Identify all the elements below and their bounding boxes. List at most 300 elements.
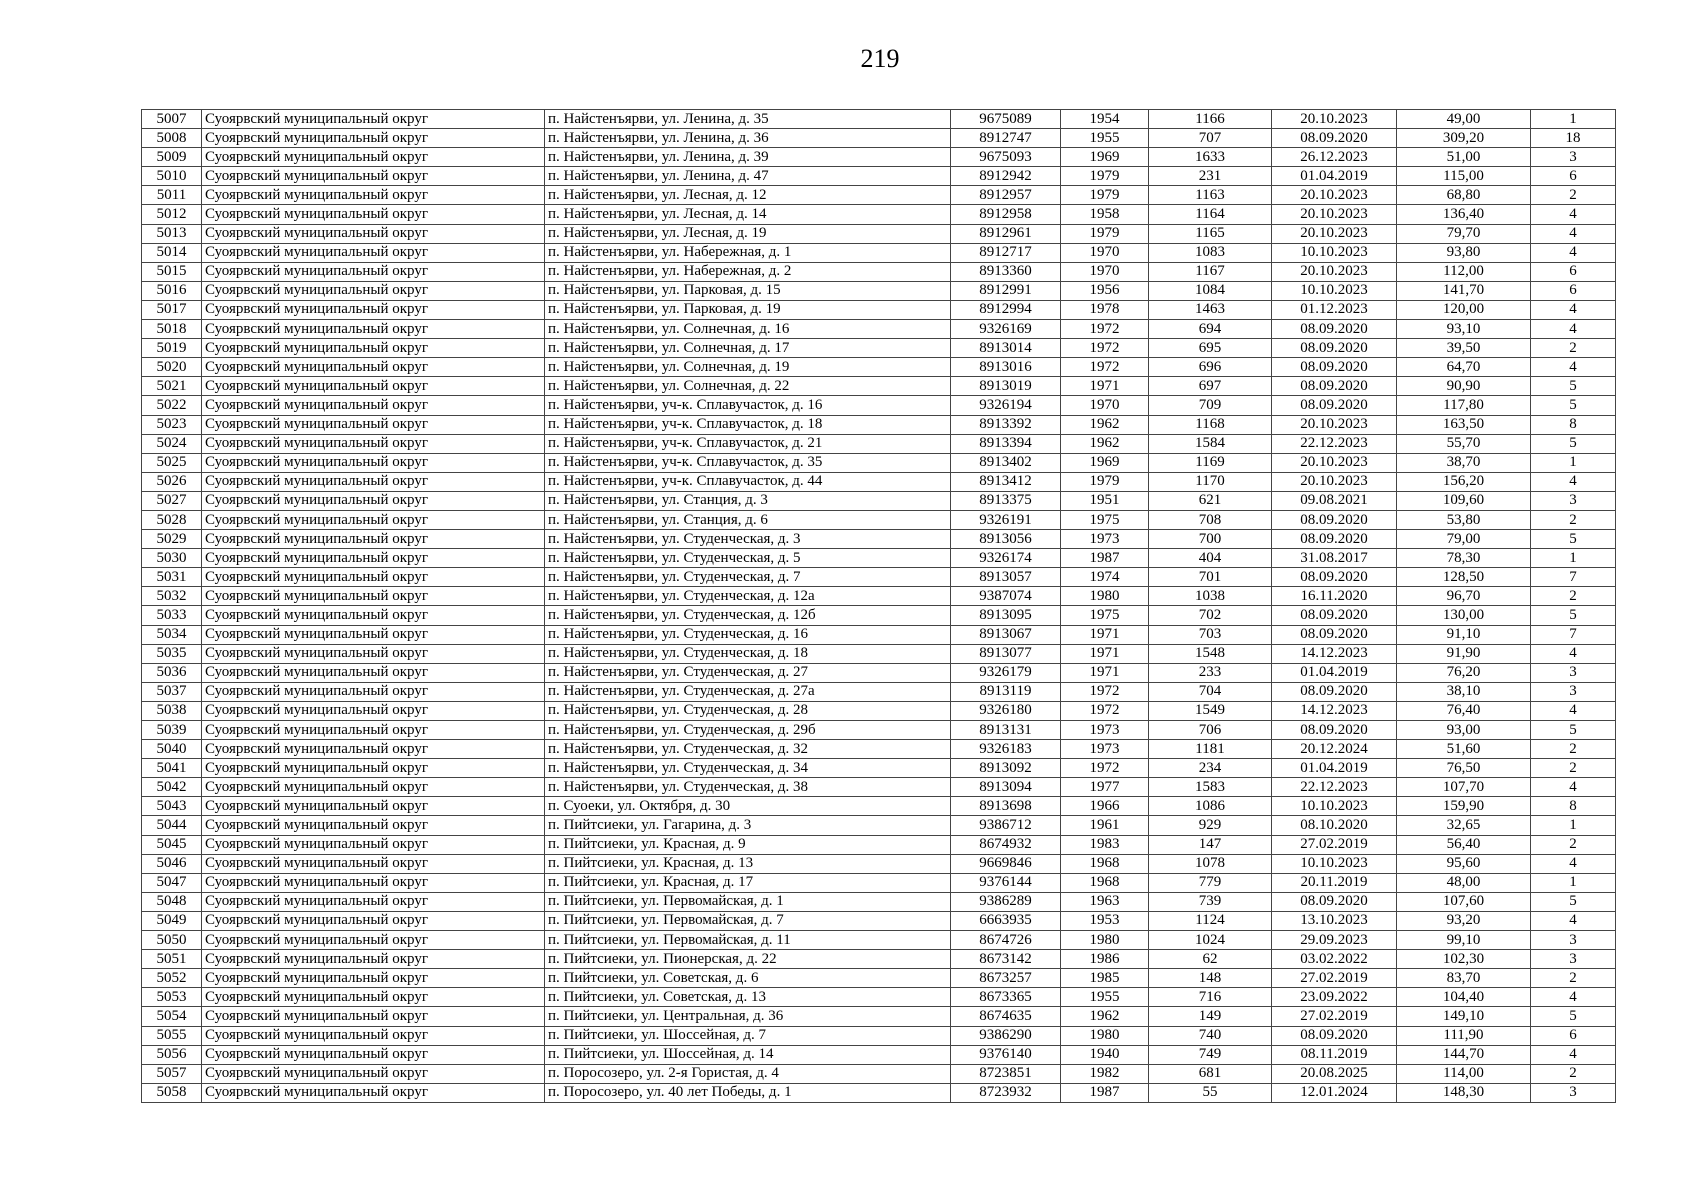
area-cell: 91,10 xyxy=(1397,625,1531,644)
building-id-cell: 8912994 xyxy=(951,300,1061,319)
district-cell: Суоярвский муниципальный округ xyxy=(202,110,545,129)
count-cell: 2 xyxy=(1531,510,1616,529)
date-cell: 01.04.2019 xyxy=(1272,167,1397,186)
building-id-cell: 8913131 xyxy=(951,721,1061,740)
address-cell: п. Найстенъярви, ул. Ленина, д. 35 xyxy=(545,110,951,129)
building-id-cell: 9387074 xyxy=(951,587,1061,606)
building-id-cell: 8913392 xyxy=(951,415,1061,434)
area-cell: 64,70 xyxy=(1397,358,1531,377)
building-id-cell: 8674635 xyxy=(951,1007,1061,1026)
row-number: 5024 xyxy=(142,434,202,453)
date-cell: 08.09.2020 xyxy=(1272,1026,1397,1045)
count-cell: 4 xyxy=(1531,644,1616,663)
date-cell: 20.10.2023 xyxy=(1272,472,1397,491)
address-cell: п. Найстенъярви, ул. Студенческая, д. 27 xyxy=(545,663,951,682)
district-cell: Суоярвский муниципальный округ xyxy=(202,854,545,873)
district-cell: Суоярвский муниципальный округ xyxy=(202,300,545,319)
area-cell: 51,60 xyxy=(1397,740,1531,759)
table-row xyxy=(142,911,1616,930)
date-cell: 22.12.2023 xyxy=(1272,778,1397,797)
district-cell: Суоярвский муниципальный округ xyxy=(202,835,545,854)
record-number-cell: 1181 xyxy=(1149,740,1272,759)
area-cell: 38,70 xyxy=(1397,453,1531,472)
date-cell: 27.02.2019 xyxy=(1272,969,1397,988)
date-cell: 20.11.2019 xyxy=(1272,873,1397,892)
count-cell: 4 xyxy=(1531,243,1616,262)
count-cell: 3 xyxy=(1531,931,1616,950)
building-id-cell: 9376144 xyxy=(951,873,1061,892)
count-cell: 4 xyxy=(1531,472,1616,491)
year-built-cell: 1968 xyxy=(1061,854,1149,873)
record-number-cell: 621 xyxy=(1149,491,1272,510)
district-cell: Суоярвский муниципальный округ xyxy=(202,1045,545,1064)
table-row xyxy=(142,243,1616,262)
year-built-cell: 1953 xyxy=(1061,911,1149,930)
row-number: 5048 xyxy=(142,892,202,911)
record-number-cell: 1169 xyxy=(1149,453,1272,472)
year-built-cell: 1980 xyxy=(1061,1026,1149,1045)
record-number-cell: 695 xyxy=(1149,339,1272,358)
area-cell: 104,40 xyxy=(1397,988,1531,1007)
row-number: 5007 xyxy=(142,110,202,129)
table-row xyxy=(142,377,1616,396)
address-cell: п. Найстенъярви, ул. Студенческая, д. 27а xyxy=(545,682,951,701)
row-number: 5029 xyxy=(142,530,202,549)
district-cell: Суоярвский муниципальный округ xyxy=(202,740,545,759)
area-cell: 136,40 xyxy=(1397,205,1531,224)
building-id-cell: 8674932 xyxy=(951,835,1061,854)
address-cell: п. Найстенъярви, ул. Солнечная, д. 19 xyxy=(545,358,951,377)
building-id-cell: 8913698 xyxy=(951,797,1061,816)
building-id-cell: 9326169 xyxy=(951,320,1061,339)
page-number: 219 xyxy=(860,44,900,73)
building-id-cell: 8673365 xyxy=(951,988,1061,1007)
district-cell: Суоярвский муниципальный округ xyxy=(202,453,545,472)
date-cell: 10.10.2023 xyxy=(1272,243,1397,262)
record-number-cell: 697 xyxy=(1149,377,1272,396)
year-built-cell: 1969 xyxy=(1061,453,1149,472)
table-body xyxy=(142,110,1616,1103)
building-id-cell: 8912961 xyxy=(951,224,1061,243)
building-id-cell: 8913056 xyxy=(951,530,1061,549)
area-cell: 144,70 xyxy=(1397,1045,1531,1064)
year-built-cell: 1970 xyxy=(1061,243,1149,262)
record-number-cell: 681 xyxy=(1149,1064,1272,1083)
count-cell: 1 xyxy=(1531,873,1616,892)
building-id-cell: 9326194 xyxy=(951,396,1061,415)
table-row xyxy=(142,854,1616,873)
record-number-cell: 1633 xyxy=(1149,148,1272,167)
row-number: 5054 xyxy=(142,1007,202,1026)
address-cell: п. Найстенъярви, ул. Студенческая, д. 38 xyxy=(545,778,951,797)
district-cell: Суоярвский муниципальный округ xyxy=(202,434,545,453)
address-cell: п. Найстенъярви, ул. Студенческая, д. 29б xyxy=(545,721,951,740)
table-row xyxy=(142,568,1616,587)
building-id-cell: 8673142 xyxy=(951,950,1061,969)
table-row xyxy=(142,262,1616,281)
count-cell: 3 xyxy=(1531,1083,1616,1102)
year-built-cell: 1970 xyxy=(1061,396,1149,415)
address-cell: п. Пийтсиеки, ул. Советская, д. 6 xyxy=(545,969,951,988)
district-cell: Суоярвский муниципальный округ xyxy=(202,682,545,701)
record-number-cell: 1024 xyxy=(1149,931,1272,950)
row-number: 5049 xyxy=(142,911,202,930)
address-cell: п. Найстенъярви, ул. Солнечная, д. 17 xyxy=(545,339,951,358)
record-number-cell: 696 xyxy=(1149,358,1272,377)
building-id-cell: 8913412 xyxy=(951,472,1061,491)
year-built-cell: 1954 xyxy=(1061,110,1149,129)
area-cell: 39,50 xyxy=(1397,339,1531,358)
area-cell: 149,10 xyxy=(1397,1007,1531,1026)
building-id-cell: 8913019 xyxy=(951,377,1061,396)
table-row xyxy=(142,300,1616,319)
area-cell: 51,00 xyxy=(1397,148,1531,167)
date-cell: 27.02.2019 xyxy=(1272,1007,1397,1026)
district-cell: Суоярвский муниципальный округ xyxy=(202,549,545,568)
date-cell: 16.11.2020 xyxy=(1272,587,1397,606)
year-built-cell: 1972 xyxy=(1061,358,1149,377)
count-cell: 5 xyxy=(1531,892,1616,911)
area-cell: 49,00 xyxy=(1397,110,1531,129)
year-built-cell: 1975 xyxy=(1061,510,1149,529)
table-row xyxy=(142,434,1616,453)
address-cell: п. Пийтсиеки, ул. Красная, д. 17 xyxy=(545,873,951,892)
address-cell: п. Найстенъярви, уч-к. Сплавучасток, д. 35 xyxy=(545,453,951,472)
count-cell: 3 xyxy=(1531,491,1616,510)
table-row xyxy=(142,167,1616,186)
count-cell: 4 xyxy=(1531,358,1616,377)
year-built-cell: 1983 xyxy=(1061,835,1149,854)
year-built-cell: 1958 xyxy=(1061,205,1149,224)
address-cell: п. Найстенъярви, уч-к. Сплавучасток, д. 44 xyxy=(545,472,951,491)
area-cell: 102,30 xyxy=(1397,950,1531,969)
count-cell: 3 xyxy=(1531,148,1616,167)
address-cell: п. Пийтсиеки, ул. Красная, д. 13 xyxy=(545,854,951,873)
area-cell: 38,10 xyxy=(1397,682,1531,701)
building-id-cell: 8912747 xyxy=(951,129,1061,148)
date-cell: 20.10.2023 xyxy=(1272,186,1397,205)
district-cell: Суоярвский муниципальный округ xyxy=(202,510,545,529)
record-number-cell: 1163 xyxy=(1149,186,1272,205)
area-cell: 107,70 xyxy=(1397,778,1531,797)
record-number-cell: 1549 xyxy=(1149,701,1272,720)
table-row xyxy=(142,224,1616,243)
row-number: 5035 xyxy=(142,644,202,663)
year-built-cell: 1972 xyxy=(1061,759,1149,778)
count-cell: 4 xyxy=(1531,854,1616,873)
count-cell: 2 xyxy=(1531,969,1616,988)
address-cell: п. Пийтсиеки, ул. Первомайская, д. 11 xyxy=(545,931,951,950)
row-number: 5032 xyxy=(142,587,202,606)
district-cell: Суоярвский муниципальный округ xyxy=(202,396,545,415)
building-id-cell: 8912957 xyxy=(951,186,1061,205)
date-cell: 10.10.2023 xyxy=(1272,854,1397,873)
building-id-cell: 8913119 xyxy=(951,682,1061,701)
date-cell: 20.10.2023 xyxy=(1272,110,1397,129)
table-row xyxy=(142,778,1616,797)
address-cell: п. Поросозеро, ул. 40 лет Победы, д. 1 xyxy=(545,1083,951,1102)
count-cell: 7 xyxy=(1531,568,1616,587)
row-number: 5014 xyxy=(142,243,202,262)
address-cell: п. Найстенъярви, ул. Лесная, д. 14 xyxy=(545,205,951,224)
count-cell: 7 xyxy=(1531,625,1616,644)
table-row xyxy=(142,510,1616,529)
address-cell: п. Найстенъярви, ул. Студенческая, д. 18 xyxy=(545,644,951,663)
address-cell: п. Пийтсиеки, ул. Гагарина, д. 3 xyxy=(545,816,951,835)
record-number-cell: 700 xyxy=(1149,530,1272,549)
table-row xyxy=(142,1007,1616,1026)
date-cell: 08.09.2020 xyxy=(1272,530,1397,549)
building-id-cell: 9326191 xyxy=(951,510,1061,529)
count-cell: 5 xyxy=(1531,434,1616,453)
district-cell: Суоярвский муниципальный округ xyxy=(202,663,545,682)
year-built-cell: 1982 xyxy=(1061,1064,1149,1083)
area-cell: 95,60 xyxy=(1397,854,1531,873)
district-cell: Суоярвский муниципальный округ xyxy=(202,167,545,186)
table-row xyxy=(142,1083,1616,1102)
date-cell: 26.12.2023 xyxy=(1272,148,1397,167)
date-cell: 23.09.2022 xyxy=(1272,988,1397,1007)
year-built-cell: 1969 xyxy=(1061,148,1149,167)
table-row xyxy=(142,759,1616,778)
count-cell: 4 xyxy=(1531,701,1616,720)
table-row xyxy=(142,339,1616,358)
year-built-cell: 1966 xyxy=(1061,797,1149,816)
area-cell: 163,50 xyxy=(1397,415,1531,434)
address-cell: п. Найстенъярви, ул. Студенческая, д. 12а xyxy=(545,587,951,606)
district-cell: Суоярвский муниципальный округ xyxy=(202,1026,545,1045)
area-cell: 56,40 xyxy=(1397,835,1531,854)
row-number: 5038 xyxy=(142,701,202,720)
record-number-cell: 716 xyxy=(1149,988,1272,1007)
area-cell: 93,00 xyxy=(1397,721,1531,740)
address-cell: п. Найстенъярви, ул. Студенческая, д. 7 xyxy=(545,568,951,587)
address-cell: п. Найстенъярви, ул. Студенческая, д. 16 xyxy=(545,625,951,644)
record-number-cell: 147 xyxy=(1149,835,1272,854)
year-built-cell: 1961 xyxy=(1061,816,1149,835)
table-row xyxy=(142,740,1616,759)
area-cell: 55,70 xyxy=(1397,434,1531,453)
table-row xyxy=(142,530,1616,549)
address-cell: п. Поросозеро, ул. 2-я Гористая, д. 4 xyxy=(545,1064,951,1083)
area-cell: 76,40 xyxy=(1397,701,1531,720)
date-cell: 10.10.2023 xyxy=(1272,281,1397,300)
count-cell: 5 xyxy=(1531,377,1616,396)
row-number: 5057 xyxy=(142,1064,202,1083)
date-cell: 14.12.2023 xyxy=(1272,701,1397,720)
building-id-cell: 8674726 xyxy=(951,931,1061,950)
record-number-cell: 148 xyxy=(1149,969,1272,988)
address-cell: п. Найстенъярви, ул. Солнечная, д. 22 xyxy=(545,377,951,396)
district-cell: Суоярвский муниципальный округ xyxy=(202,281,545,300)
date-cell: 29.09.2023 xyxy=(1272,931,1397,950)
date-cell: 01.04.2019 xyxy=(1272,663,1397,682)
date-cell: 09.08.2021 xyxy=(1272,491,1397,510)
count-cell: 5 xyxy=(1531,606,1616,625)
count-cell: 1 xyxy=(1531,816,1616,835)
building-id-cell: 8913094 xyxy=(951,778,1061,797)
table-row xyxy=(142,358,1616,377)
building-id-cell: 9376140 xyxy=(951,1045,1061,1064)
row-number: 5020 xyxy=(142,358,202,377)
address-cell: п. Пийтсиеки, ул. Шоссейная, д. 7 xyxy=(545,1026,951,1045)
count-cell: 1 xyxy=(1531,549,1616,568)
table-row xyxy=(142,835,1616,854)
table-row xyxy=(142,873,1616,892)
date-cell: 08.09.2020 xyxy=(1272,339,1397,358)
count-cell: 4 xyxy=(1531,205,1616,224)
row-number: 5036 xyxy=(142,663,202,682)
table-row xyxy=(142,931,1616,950)
row-number: 5047 xyxy=(142,873,202,892)
district-cell: Суоярвский муниципальный округ xyxy=(202,1064,545,1083)
year-built-cell: 1977 xyxy=(1061,778,1149,797)
area-cell: 159,90 xyxy=(1397,797,1531,816)
district-cell: Суоярвский муниципальный округ xyxy=(202,797,545,816)
record-number-cell: 1165 xyxy=(1149,224,1272,243)
table-row xyxy=(142,587,1616,606)
row-number: 5037 xyxy=(142,682,202,701)
building-id-cell: 8912958 xyxy=(951,205,1061,224)
count-cell: 4 xyxy=(1531,988,1616,1007)
area-cell: 114,00 xyxy=(1397,1064,1531,1083)
district-cell: Суоярвский муниципальный округ xyxy=(202,606,545,625)
year-built-cell: 1987 xyxy=(1061,1083,1149,1102)
row-number: 5028 xyxy=(142,510,202,529)
table-row xyxy=(142,1064,1616,1083)
building-id-cell: 8912942 xyxy=(951,167,1061,186)
district-cell: Суоярвский муниципальный округ xyxy=(202,931,545,950)
year-built-cell: 1962 xyxy=(1061,415,1149,434)
record-number-cell: 1124 xyxy=(1149,911,1272,930)
building-id-cell: 9669846 xyxy=(951,854,1061,873)
district-cell: Суоярвский муниципальный округ xyxy=(202,205,545,224)
date-cell: 08.10.2020 xyxy=(1272,816,1397,835)
building-id-cell: 8913077 xyxy=(951,644,1061,663)
record-number-cell: 739 xyxy=(1149,892,1272,911)
area-cell: 32,65 xyxy=(1397,816,1531,835)
district-cell: Суоярвский муниципальный округ xyxy=(202,568,545,587)
address-cell: п. Найстенъярви, уч-к. Сплавучасток, д. 21 xyxy=(545,434,951,453)
district-cell: Суоярвский муниципальный округ xyxy=(202,530,545,549)
address-cell: п. Найстенъярви, ул. Солнечная, д. 16 xyxy=(545,320,951,339)
building-id-cell: 8723932 xyxy=(951,1083,1061,1102)
area-cell: 115,00 xyxy=(1397,167,1531,186)
table-row xyxy=(142,281,1616,300)
date-cell: 20.10.2023 xyxy=(1272,224,1397,243)
area-cell: 79,00 xyxy=(1397,530,1531,549)
address-cell: п. Найстенъярви, уч-к. Сплавучасток, д. 16 xyxy=(545,396,951,415)
record-number-cell: 1083 xyxy=(1149,243,1272,262)
table-row xyxy=(142,682,1616,701)
year-built-cell: 1973 xyxy=(1061,740,1149,759)
table-row xyxy=(142,701,1616,720)
row-number: 5056 xyxy=(142,1045,202,1064)
row-number: 5043 xyxy=(142,797,202,816)
year-built-cell: 1980 xyxy=(1061,931,1149,950)
row-number: 5031 xyxy=(142,568,202,587)
count-cell: 2 xyxy=(1531,759,1616,778)
table-row xyxy=(142,453,1616,472)
row-number: 5026 xyxy=(142,472,202,491)
record-number-cell: 149 xyxy=(1149,1007,1272,1026)
date-cell: 13.10.2023 xyxy=(1272,911,1397,930)
row-number: 5041 xyxy=(142,759,202,778)
row-number: 5022 xyxy=(142,396,202,415)
address-cell: п. Найстенъярви, ул. Ленина, д. 36 xyxy=(545,129,951,148)
area-cell: 128,50 xyxy=(1397,568,1531,587)
record-number-cell: 709 xyxy=(1149,396,1272,415)
building-id-cell: 8913092 xyxy=(951,759,1061,778)
record-number-cell: 1084 xyxy=(1149,281,1272,300)
date-cell: 01.12.2023 xyxy=(1272,300,1397,319)
address-cell: п. Пийтсиеки, ул. Шоссейная, д. 14 xyxy=(545,1045,951,1064)
row-number: 5012 xyxy=(142,205,202,224)
row-number: 5016 xyxy=(142,281,202,300)
count-cell: 2 xyxy=(1531,186,1616,205)
date-cell: 20.10.2023 xyxy=(1272,205,1397,224)
date-cell: 12.01.2024 xyxy=(1272,1083,1397,1102)
record-number-cell: 1086 xyxy=(1149,797,1272,816)
count-cell: 1 xyxy=(1531,453,1616,472)
address-cell: п. Суоеки, ул. Октября, д. 30 xyxy=(545,797,951,816)
count-cell: 3 xyxy=(1531,682,1616,701)
row-number: 5019 xyxy=(142,339,202,358)
date-cell: 14.12.2023 xyxy=(1272,644,1397,663)
date-cell: 08.11.2019 xyxy=(1272,1045,1397,1064)
address-cell: п. Пийтсиеки, ул. Первомайская, д. 1 xyxy=(545,892,951,911)
count-cell: 4 xyxy=(1531,300,1616,319)
area-cell: 78,30 xyxy=(1397,549,1531,568)
district-cell: Суоярвский муниципальный округ xyxy=(202,625,545,644)
table-row xyxy=(142,415,1616,434)
area-cell: 141,70 xyxy=(1397,281,1531,300)
row-number: 5023 xyxy=(142,415,202,434)
date-cell: 08.09.2020 xyxy=(1272,129,1397,148)
table-row xyxy=(142,1026,1616,1045)
address-cell: п. Найстенъярви, ул. Ленина, д. 39 xyxy=(545,148,951,167)
year-built-cell: 1972 xyxy=(1061,320,1149,339)
count-cell: 2 xyxy=(1531,835,1616,854)
address-cell: п. Найстенъярви, ул. Студенческая, д. 3 xyxy=(545,530,951,549)
table-row xyxy=(142,1045,1616,1064)
row-number: 5015 xyxy=(142,262,202,281)
date-cell: 27.02.2019 xyxy=(1272,835,1397,854)
count-cell: 4 xyxy=(1531,224,1616,243)
count-cell: 4 xyxy=(1531,778,1616,797)
year-built-cell: 1940 xyxy=(1061,1045,1149,1064)
record-number-cell: 1168 xyxy=(1149,415,1272,434)
district-cell: Суоярвский муниципальный округ xyxy=(202,701,545,720)
address-cell: п. Найстенъярви, ул. Студенческая, д. 5 xyxy=(545,549,951,568)
district-cell: Суоярвский муниципальный округ xyxy=(202,129,545,148)
row-number: 5044 xyxy=(142,816,202,835)
date-cell: 08.09.2020 xyxy=(1272,892,1397,911)
year-built-cell: 1962 xyxy=(1061,1007,1149,1026)
table-row xyxy=(142,110,1616,129)
building-id-cell: 8723851 xyxy=(951,1064,1061,1083)
address-cell: п. Найстенъярви, ул. Студенческая, д. 12б xyxy=(545,606,951,625)
year-built-cell: 1971 xyxy=(1061,625,1149,644)
row-number: 5030 xyxy=(142,549,202,568)
building-id-cell: 8913014 xyxy=(951,339,1061,358)
area-cell: 93,20 xyxy=(1397,911,1531,930)
address-cell: п. Найстенъярви, ул. Станция, д. 3 xyxy=(545,491,951,510)
building-id-cell: 9675089 xyxy=(951,110,1061,129)
record-number-cell: 404 xyxy=(1149,549,1272,568)
year-built-cell: 1968 xyxy=(1061,873,1149,892)
year-built-cell: 1979 xyxy=(1061,186,1149,205)
